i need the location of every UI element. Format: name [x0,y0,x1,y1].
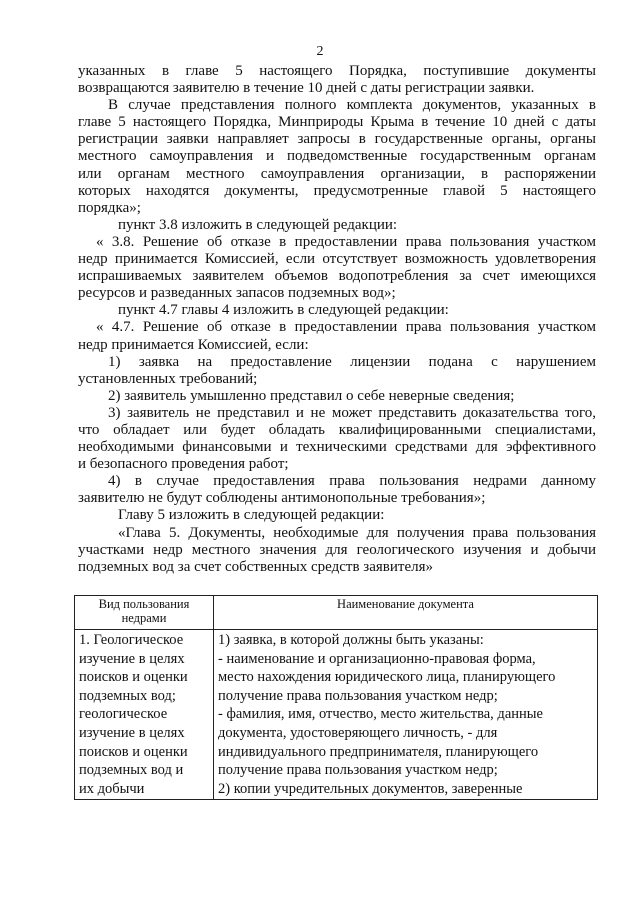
cell-line: геологическое [79,706,168,723]
text-line: ресурсов и разведанных запасов подземных вод»; [78,285,396,302]
text-line: указанных в главе 5 настоящего Порядка, поступившие документы [78,63,596,79]
documents-table [74,595,598,800]
text-line: «Глава 5. Документы, необходимые для получения права пользования [118,524,596,541]
text-line: Главу 5 изложить в следующей редакции: [118,507,385,524]
paragraph [78,525,596,576]
cell-line: место нахождения юридического лица, планирующего [218,669,556,686]
page-number: 2 [316,44,324,59]
text-line: необходимыми финансовыми и техническими средствами для эффективного [78,439,596,456]
cell-line: изучение в целях [79,724,185,741]
text-line: участками недр местного значения для геологического изучения и добычи [78,541,596,558]
cell-line: их добычи [79,780,145,797]
text-line: местного самоуправления и подведомственные государственным органам [78,148,596,165]
table-header-row [75,596,598,630]
text-line: регистрации заявки направляет запросы в государственные органы, органы [78,131,596,148]
text-line: 2) заявитель умышленно представил о себе неверные сведения; [108,387,515,404]
text-line: 4) в случае предоставления права пользования недрами данному [108,473,596,490]
text-line: 3) заявитель не представил и не может представить доказательства того, [108,404,596,421]
text-line: или органам местного самоуправления организации, в распоряжении [78,165,596,182]
cell-line: индивидуального предпринимателя, планирующего [218,743,539,760]
cell-line: получение права пользования участком недр; [218,687,498,704]
text-line: пункт 3.8 изложить в следующей редакции: [118,216,398,233]
cell-line: 2) копии учредительных документов, заверенные [218,780,523,797]
text-line: 1) заявка на предоставление лицензии подана с нарушением [108,353,596,370]
text-line: « 3.8. Решение об отказе в предоставлении права пользования участком [96,233,596,250]
cell-line: подземных вод и [79,762,184,779]
usage-type-cell [75,630,214,800]
text-line: возвращаются заявителю в течение 10 дней с даты регистрации заявки. [78,80,535,97]
cell-line: 1. Геологическое [79,632,184,648]
cell-line: - фамилия, имя, отчество, место жительства, данные [218,706,543,723]
column-header-document-name: Наименование документа [214,596,598,630]
cell-line: - наименование и организационно-правовая форма, [218,650,536,667]
text-line: и безопасного проведения работ; [78,456,289,473]
paragraph [78,319,596,353]
cell-line: получение права пользования участком недр; [218,762,498,779]
cell-line: документа, удостоверяющего личность, - для [218,724,498,741]
paragraph [78,507,596,524]
paragraph [78,405,596,473]
cell-line: изучение в целях [79,650,185,667]
paragraph [78,97,596,217]
cell-line: поисков и оценки [79,669,188,686]
text-line: недр принимается Комиссией, если отсутствует возможность удовлетворения [78,251,596,268]
text-line: испрашиваемых заявителем объемов водопотребления за счет имеющихся [78,268,596,285]
text-line: главе 5 настоящего Порядка, Минприроды Крыма в течение 10 дней с даты [78,114,596,131]
text-line: пункт 4.7 главы 4 изложить в следующей редакции: [118,302,449,319]
text-line: В случае представления полного комплекта документов, указанных в [108,97,596,114]
text-line: которых находятся документы, предусмотренные главой 5 настоящего [78,182,596,199]
text-line: заявителю не будут соблюдены антимонопольные требования»; [78,490,486,507]
text-line: подземных вод за счет собственных средств заявителя» [78,558,433,575]
document-body [78,63,596,576]
text-line: недр принимается Комиссией, если: [78,336,309,353]
paragraph [78,473,596,507]
paragraph [78,63,596,97]
text-line: что обладает или будет обладать квалифицированными специалистами, [78,421,596,438]
text-line: установленных требований; [78,370,258,387]
cell-line: подземных вод; [79,687,176,704]
cell-line: поисков и оценки [79,743,188,760]
paragraph [78,217,596,234]
paragraph [78,388,596,405]
column-header-usage-type: Вид пользования недрами [75,596,214,630]
cell-line: 1) заявка, в которой должны быть указаны: [218,632,484,648]
paragraph [78,234,596,302]
document-name-cell [214,630,598,800]
text-line: « 4.7. Решение об отказе в предоставлении права пользования участком [96,319,596,336]
paragraph [78,302,596,319]
paragraph [78,354,596,388]
text-line: порядка»; [78,199,141,216]
table-row [75,630,598,800]
